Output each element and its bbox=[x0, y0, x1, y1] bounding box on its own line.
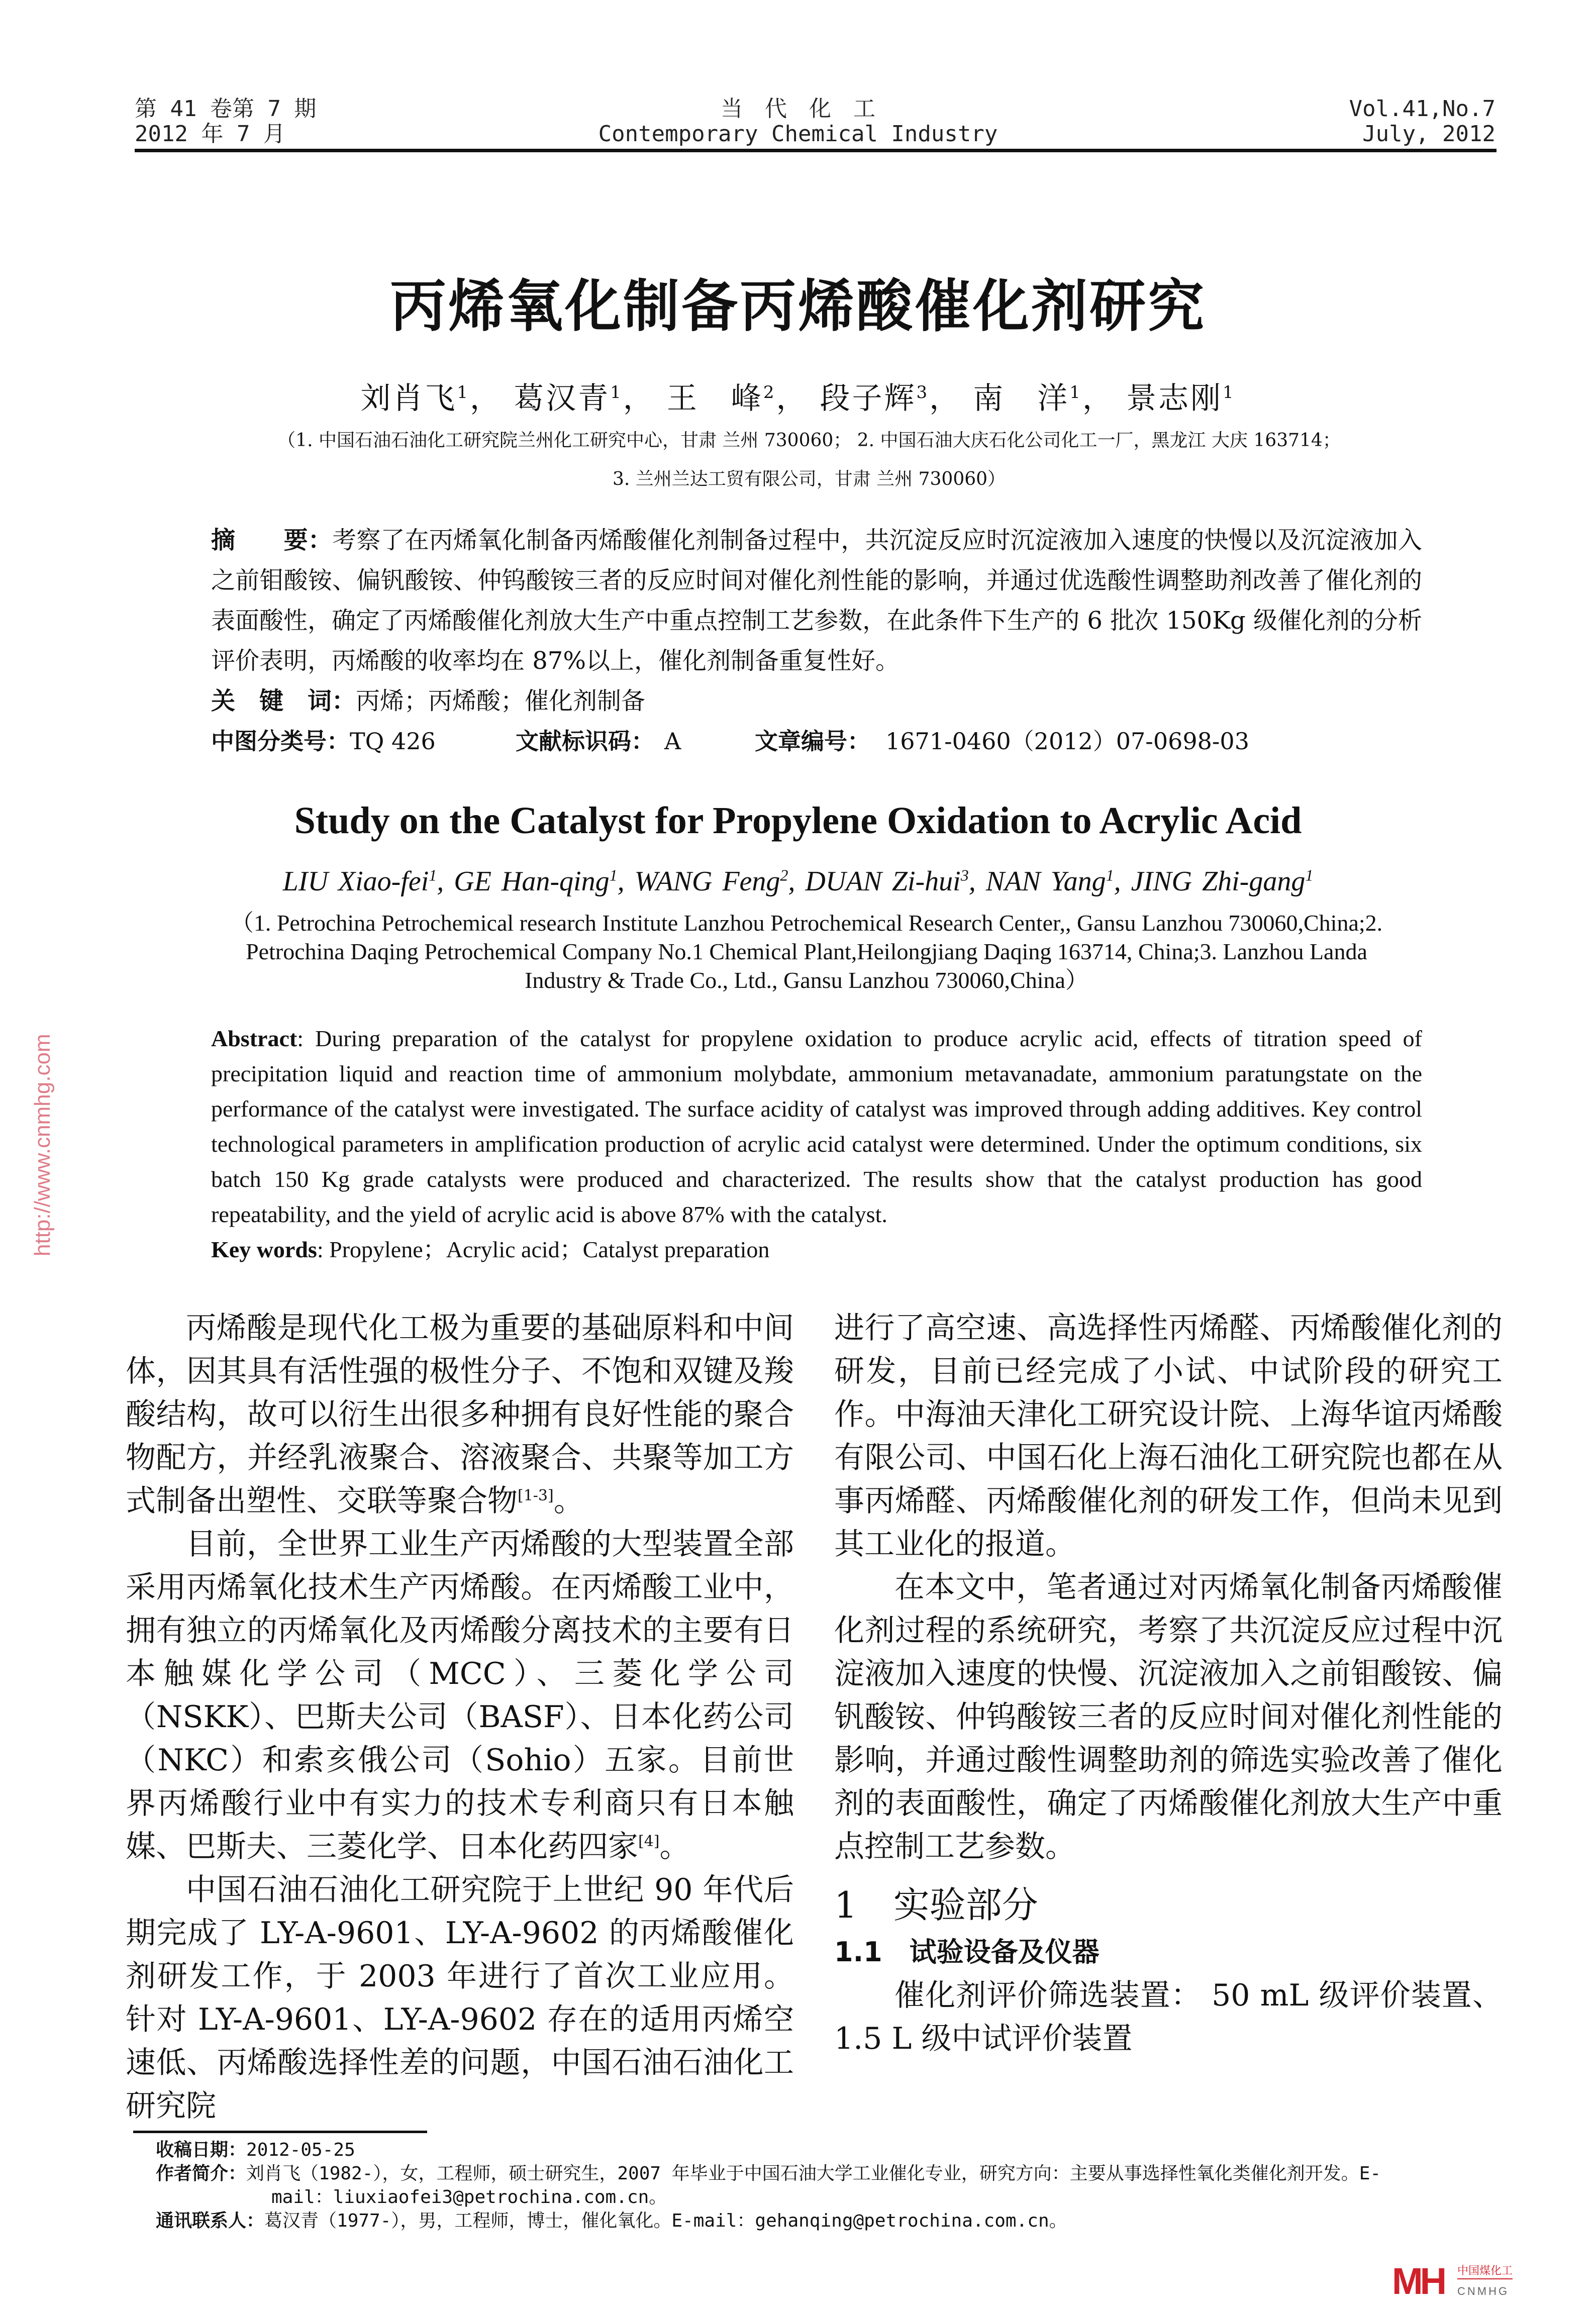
volume-issue-en: Vol.41,No.7 bbox=[1349, 96, 1495, 122]
classification-row bbox=[211, 721, 1422, 761]
author: WANG Feng$^2$ bbox=[634, 866, 788, 897]
volume-issue-cn: 第 41 卷第 7 期 bbox=[135, 96, 317, 122]
keywords-en bbox=[211, 1232, 1422, 1267]
author-list-en: LIU Xiao-fei$^1$, GE Han-qing$^1$, WANG Feng$^2$, DUAN Zi-hui$^3$, NAN Yang$^1$, JING Zhi-gang$^1$ bbox=[282, 866, 1314, 897]
abstract-en bbox=[211, 1021, 1422, 1267]
author: 葛汉青$^1$ bbox=[514, 381, 623, 416]
body-column-left bbox=[126, 1307, 794, 2128]
affiliation-line: （1. 中国石油石油化工研究院兰州化工研究中心，甘肃 兰州 730060； 2. 中国石油大庆石化公司化工一厂，黑龙江 大庆 163714； bbox=[277, 430, 1341, 451]
paragraph: 进行了高空速、高选择性丙烯醛、丙烯酸催化剂的研发，目前已经完成了小试、中试阶段的研究工作。中海油天津化工研究设计院、上海华谊丙烯酸有限公司、中国石化上海石油化工研究院也都在从事丙烯醛、丙烯酸催化剂的研发工作，但尚未见到其工业化的报道。 bbox=[834, 1311, 1503, 1562]
keywords-label: 关 键 词： bbox=[211, 687, 356, 715]
author: DUAN Zi-hui$^3$ bbox=[805, 866, 969, 897]
header-rule bbox=[135, 149, 1497, 152]
abstract-en-label: Abstract bbox=[211, 1026, 297, 1051]
citation: [1-3] bbox=[518, 1487, 554, 1504]
author: 景志刚$^1$ bbox=[1126, 381, 1236, 416]
logo-text-cn: 中国煤化工 bbox=[1457, 2264, 1513, 2279]
author-bio: 作者简介：刘肖飞（1982-），女，工程师，硕士研究生，2007 年毕业于中国石油大学工业催化专业，研究方向：主要从事选择性氧化类催化剂开发。E-mail：liuxiaofei3@petrochina.com.cn。 bbox=[156, 2163, 1381, 2208]
author: 南 洋$^1$ bbox=[973, 381, 1082, 416]
affiliation-line: 3. 兰州兰达工贸有限公司，甘肃 兰州 730060） bbox=[612, 469, 1006, 489]
received-date: 收稿日期：2012-05-25 bbox=[156, 2140, 355, 2160]
journal-name-cn: 当 代 化 工 bbox=[721, 96, 875, 122]
abstract-label: 摘 要： bbox=[211, 526, 333, 554]
corresponding-author: 通讯联系人：葛汉青（1977-），男，工程师，博士，催化氧化。E-mail：gehanqing@petrochina.com.cn。 bbox=[156, 2211, 1067, 2231]
author: LIU Xiao-fei$^1$ bbox=[282, 866, 437, 897]
journal-name-en: Contemporary Chemical Industry bbox=[598, 121, 998, 147]
keywords-en-label: Key words bbox=[211, 1237, 317, 1262]
affiliations-cn bbox=[191, 421, 1427, 498]
clc-value: TQ 426 bbox=[350, 728, 436, 755]
keywords-cn bbox=[211, 681, 1422, 721]
author: GE Han-qing$^1$ bbox=[454, 866, 618, 897]
paragraph: 在本文中，笔者通过对丙烯氧化制备丙烯酸催化剂过程的系统研究，考察了共沉淀反应过程中沉淀液加入速度的快慢、沉淀液加入之前钼酸铵、偏钒酸铵、仲钨酸铵三者的反应时间对催化剂性能的影响，并通过酸性调整助剂的筛选实验改善了催化剂的表面酸性，确定了丙烯酸催化剂放大生产中重点控制工艺参数。 bbox=[834, 1570, 1503, 1864]
affiliations-en: （1. Petrochina Petrochemical research Institute Lanzhou Petrochemical Research Center,, Gansu Lanzhou 730060,China;2. Petrochina Daqing Petrochemical Company No.1 Chemical Plant,Heilongjiang Daqing 163714, China;3. Lanzhou Landa Industry & Trade Co., Ltd., Gansu Lanzhou 730060,China） bbox=[230, 910, 1383, 993]
date-en: July, 2012 bbox=[1362, 121, 1495, 147]
journal-issue-cn bbox=[135, 96, 316, 147]
article-no-label: 文章编号： bbox=[755, 728, 870, 755]
author: 王 峰$^2$ bbox=[666, 381, 776, 416]
footnote bbox=[156, 2138, 1382, 2233]
clc-label: 中图分类号： bbox=[211, 728, 350, 755]
paragraph: 催化剂评价筛选装置： 50 mL 级评价装置、1.5 L 级中试评价装置 bbox=[834, 1978, 1503, 2056]
journal-issue-en bbox=[1349, 96, 1495, 147]
paragraph: 丙烯酸是现代化工极为重要的基础原料和中间体，因其具有活性强的极性分子、不饱和双键及羧酸结构，故可以衍生出很多种拥有良好性能的聚合物配方，并经乳液聚合、溶液聚合、共聚等加工方式制备出塑性、交联等聚合物[1-3]。 bbox=[126, 1311, 794, 1519]
paragraph: 中国石油石油化工研究院于上世纪 90 年代后期完成了 LY-A-9601、LY-A-9602 的丙烯酸催化剂研发工作，于 2003 年进行了首次工业应用。针对 LY-A-9601、LY-A-9602 存在的适用丙烯空速低、丙烯酸选择性差的问题，中国石油石油化工研究院 bbox=[126, 1872, 794, 2124]
keywords-en-text: : Propylene；Acrylic acid；Catalyst preparation bbox=[317, 1237, 770, 1262]
logo-mark: MH bbox=[1392, 2260, 1444, 2302]
section-heading: 1 实验部分 bbox=[834, 1884, 1038, 1926]
footnote-rule bbox=[133, 2131, 427, 2133]
author-list-cn: 刘肖飞$^1$， 葛汉青$^1$， 王 峰$^2$， 段子辉$^3$， 南 洋$^1$， 景志刚$^1$ bbox=[360, 381, 1236, 416]
paper-title-en: Study on the Catalyst for Propylene Oxidation to Acrylic Acid bbox=[294, 799, 1302, 842]
paragraph: 目前，全世界工业生产丙烯酸的大型装置全部采用丙烯氧化技术生产丙烯酸。在丙烯酸工业中，拥有独立的丙烯氧化及丙烯酸分离技术的主要有日本触媒化学公司（MCC）、三菱化学公司（NSKK）、巴斯夫公司（BASF）、日本化药公司（NKC）和索亥俄公司（Sohio）五家。目前世界丙烯酸行业中有实力的技术专利商只有日本触媒、巴斯夫、三菱化学、日本化药四家[4]。 bbox=[126, 1527, 794, 1864]
abstract-en-text: : During preparation of the catalyst for propylene oxidation to produce acrylic acid, effects of titration speed of precipitation liquid and reaction time of ammonium molybdate, ammonium metavanadate, ammonium paratungstate on the performance of the catalyst were investigated. The surface acidity of catalyst was improved through adding additives. Key control technological parameters in amplification production of acrylic acid catalyst were determined. Under the optimum conditions, six batch 150 Kg grade catalysts were produced and characterized. The results show that the catalyst production has good repeatability, and the yield of acrylic acid is above 87% with the catalyst. bbox=[211, 1026, 1422, 1227]
keywords-text: 丙烯；丙烯酸；催化剂制备 bbox=[356, 687, 646, 715]
logo-text-en: CNMHG bbox=[1457, 2285, 1510, 2297]
author: 段子辉$^3$ bbox=[820, 381, 930, 416]
article-no-value: 1671-0460（2012）07-0698-03 bbox=[885, 728, 1249, 755]
publisher-logo bbox=[1392, 2261, 1523, 2302]
citation: [4] bbox=[638, 1833, 660, 1850]
author: 刘肖飞$^1$ bbox=[360, 381, 470, 416]
author: NAN Yang$^1$ bbox=[985, 866, 1114, 897]
author: JING Zhi-gang$^1$ bbox=[1131, 866, 1314, 897]
abstract-en-body bbox=[211, 1021, 1422, 1232]
subsection-heading: 1.1 试验设备及仪器 bbox=[834, 1936, 1100, 1968]
doc-code-label: 文献标识码： bbox=[516, 728, 654, 755]
doc-code-value: A bbox=[664, 728, 681, 755]
paper-title-cn: 丙烯氧化制备丙烯酸催化剂研究 bbox=[390, 274, 1206, 339]
abstract-cn bbox=[211, 520, 1422, 761]
watermark: http://www.cnmhg.com bbox=[30, 1034, 55, 1256]
date-cn: 2012 年 7 月 bbox=[135, 121, 285, 147]
abstract-cn-body bbox=[211, 520, 1422, 681]
body-column-right bbox=[834, 1307, 1503, 2060]
journal-name bbox=[547, 96, 1049, 147]
abstract-text: 考察了在丙烯氧化制备丙烯酸催化剂制备过程中，共沉淀反应时沉淀液加入速度的快慢以及沉淀液加入之前钼酸铵、偏钒酸铵、仲钨酸铵三者的反应时间对催化剂性能的影响，并通过优选酸性调整助剂改善了催化剂的表面酸性，确定了丙烯酸催化剂放大生产中重点控制工艺参数，在此条件下生产的 6 批次 150Kg 级催化剂的分析评价表明，丙烯酸的收率均在 87%以上，催化剂制备重复性好。 bbox=[211, 526, 1422, 675]
